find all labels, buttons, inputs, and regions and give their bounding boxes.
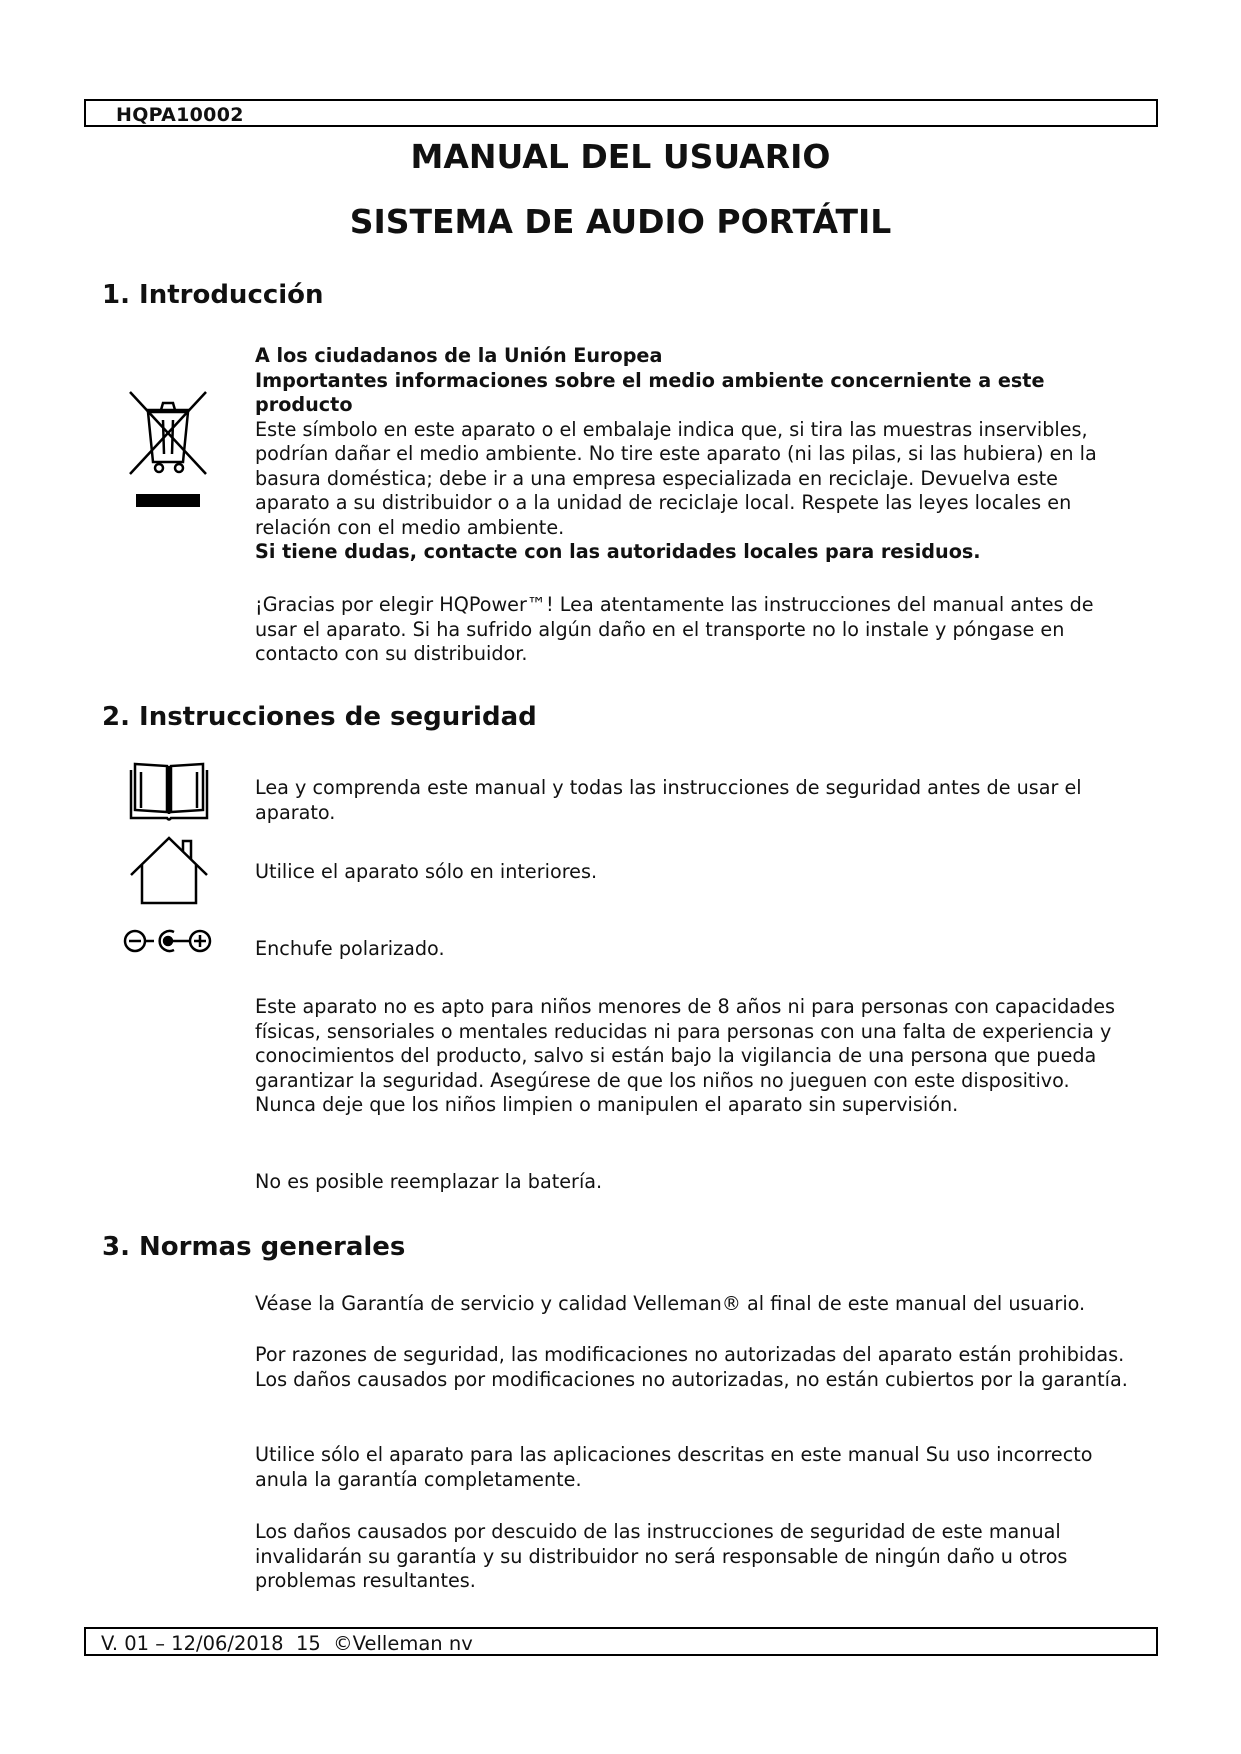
weee-text: Este símbolo en este aparato o el embalaje indica que, si tira las muestras inservibles, podrían dañar el medio ambiente. No tire este aparato (ni las pilas, si las hubiera) en la basura doméstica; debe ir a una empresa especializada en reciclaje. Devuelva este aparato a su distribuidor o a la unidad de reciclaje local. Respete las leyes locales en relación con el medio ambiente.	[255, 417, 1097, 539]
usage-text: Utilice sólo el aparato para las aplicaciones descritas en este manual Su uso incorrecto anula la garantía completamente.	[255, 1443, 1093, 1491]
general-usage	[255, 1443, 1135, 1492]
footer-version: V. 01 – 12/06/2018 15 ©Velleman nv	[101, 1632, 473, 1655]
manual-title: MANUAL DEL USUARIO	[410, 137, 831, 176]
warranty-text: Véase la Garantía de servicio y calidad Velleman® al final de este manual del usuario.	[255, 1292, 1086, 1315]
safety-battery	[255, 1170, 1135, 1195]
general-warranty	[255, 1292, 1135, 1317]
header-box	[84, 99, 1158, 127]
environment-heading: Importantes informaciones sobre el medio ambiente concerniente a este producto	[255, 368, 1045, 416]
general-modifications	[255, 1343, 1135, 1392]
safety-indoor	[255, 860, 1135, 885]
safety-children	[255, 995, 1135, 1118]
children-text: Este aparato no es apto para niños menores de 8 años ni para personas con capacidades físicas, sensoriales o mentales reducidas ni para personas con una falta de experiencia y conocimientos del producto, salvo si están bajo la vigilancia de una persona que pueda garantizar la seguridad. Asegúrese de que los niños no jueguen con este dispositivo. Nunca deje que los niños limpien o manipulen el aparato sin supervisión.	[255, 995, 1116, 1116]
safety-polarized	[255, 937, 1135, 962]
read-manual-icon	[129, 760, 209, 822]
product-code: HQPA10002	[116, 104, 244, 126]
polarized-plug-icon	[122, 926, 214, 956]
thanks-text: ¡Gracias por elegir HQPower™! Lea atentamente las instrucciones del manual antes de usar el aparato. Si ha sufrido algún daño en el transporte no lo instale y póngase en contacto con su distribuidor.	[255, 593, 1094, 665]
thanks-paragraph	[255, 593, 1135, 667]
indoor-text: Utilice el aparato sólo en interiores.	[255, 860, 598, 883]
section-heading-seguridad: 2. Instrucciones de seguridad	[102, 702, 537, 732]
read-manual-text: Lea y comprenda este manual y todas las instrucciones de seguridad antes de usar el aparato.	[255, 776, 1082, 824]
product-title: SISTEMA DE AUDIO PORTÁTIL	[349, 202, 892, 241]
eu-heading: A los ciudadanos de la Unión Europea	[255, 344, 663, 367]
polarized-text: Enchufe polarizado.	[255, 937, 445, 960]
weee-notice	[255, 344, 1135, 565]
damage-text: Los daños causados por descuido de las instrucciones de seguridad de este manual invalidarán su garantía y su distribuidor no será responsable de ningún daño u otros problemas resultantes.	[255, 1520, 1068, 1592]
battery-text: No es posible reemplazar la batería.	[255, 1170, 603, 1193]
weee-bin-icon	[128, 390, 208, 508]
indoor-house-icon	[129, 835, 209, 905]
modifications-text: Por razones de seguridad, las modificaciones no autorizadas del aparato están prohibidas. Los daños causados por modificaciones no autorizadas, no están cubiertos por la garantía.	[255, 1343, 1128, 1391]
safety-read-manual	[255, 776, 1135, 825]
contact-authorities: Si tiene dudas, contacte con las autoridades locales para residuos.	[255, 540, 981, 563]
general-damage	[255, 1520, 1135, 1594]
section-heading-introduccion: 1. Introducción	[102, 280, 324, 310]
section-heading-normas: 3. Normas generales	[102, 1232, 406, 1262]
